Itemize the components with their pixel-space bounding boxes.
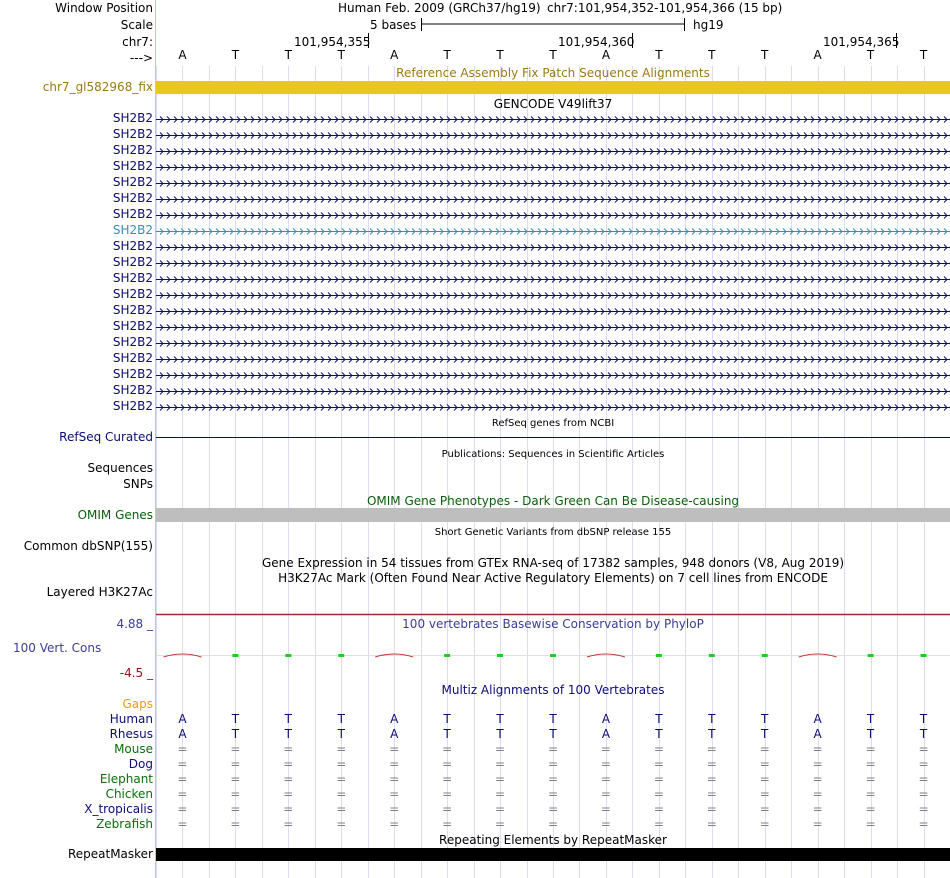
assembly-text: Human Feb. 2009 (GRCh37/hg19) bbox=[338, 1, 541, 15]
alignment-base: = bbox=[177, 742, 188, 756]
alignment-base: = bbox=[230, 817, 241, 831]
alignment-base: A bbox=[601, 727, 611, 741]
phylop-positive-mark bbox=[709, 654, 715, 657]
snps-label[interactable]: SNPs bbox=[123, 477, 153, 491]
alignment-base: T bbox=[443, 727, 451, 741]
alignment-base: T bbox=[337, 727, 345, 741]
base: T bbox=[496, 48, 504, 62]
alignment-base: = bbox=[389, 787, 400, 801]
fix-patch-label[interactable]: chr7_gl582968_fix bbox=[42, 80, 153, 94]
gene-label[interactable]: SH2B2 bbox=[112, 223, 153, 237]
alignment-base: A bbox=[178, 727, 187, 741]
alignment-base: T bbox=[708, 712, 716, 726]
repeatmasker-label[interactable]: RepeatMasker bbox=[67, 847, 153, 861]
alignment-base: = bbox=[495, 772, 506, 786]
fix-patch-bar bbox=[156, 81, 950, 94]
alignment-base: = bbox=[336, 787, 347, 801]
alignment-base: = bbox=[759, 757, 770, 771]
alignment-base: = bbox=[547, 772, 559, 786]
ruler-tick-2: 101,954,360 bbox=[558, 35, 635, 49]
phylop-positive-mark bbox=[285, 654, 291, 657]
alignment-base: = bbox=[600, 742, 611, 756]
alignment-base: A bbox=[178, 712, 187, 726]
omim-title: OMIM Gene Phenotypes - Dark Green Can Be Disease-causing bbox=[366, 494, 740, 508]
position-text: chr7:101,954,352-101,954,366 (15 bp) bbox=[547, 1, 783, 15]
alignment-base: A bbox=[601, 712, 611, 726]
alignment-base: = bbox=[336, 757, 347, 771]
alignment-base: A bbox=[390, 727, 399, 741]
alignment-base: = bbox=[230, 757, 241, 771]
alignment-base: = bbox=[177, 817, 188, 831]
phylop-positive-mark bbox=[762, 654, 768, 657]
gene-label[interactable]: SH2B2 bbox=[112, 303, 153, 317]
alignment-base: = bbox=[918, 817, 929, 831]
alignment-base: T bbox=[284, 712, 292, 726]
alignment-base: = bbox=[918, 787, 929, 801]
alignment-base: = bbox=[177, 757, 188, 771]
alignment-base: = bbox=[759, 817, 770, 831]
alignment-base: = bbox=[389, 757, 400, 771]
alignment-base: = bbox=[918, 757, 929, 771]
phylop-positive-mark bbox=[338, 654, 344, 657]
phylop-title: 100 vertebrates Basewise Conservation by PhyloP bbox=[402, 617, 704, 631]
alignment-base: = bbox=[812, 802, 823, 816]
gene-label[interactable]: SH2B2 bbox=[112, 175, 153, 189]
alignment-base: = bbox=[495, 802, 506, 816]
alignment-base: = bbox=[653, 772, 664, 786]
alignment-base: A bbox=[390, 712, 399, 726]
chrom-label: chr7: bbox=[122, 35, 153, 49]
alignment-base: = bbox=[865, 802, 876, 816]
alignment-base: = bbox=[706, 757, 717, 771]
alignment-base: = bbox=[600, 802, 611, 816]
alignment-base: = bbox=[230, 742, 241, 756]
alignment-base: = bbox=[389, 742, 400, 756]
phylop-positive-mark bbox=[232, 654, 238, 657]
base: T bbox=[761, 48, 769, 62]
alignment-base: T bbox=[655, 712, 663, 726]
phylop-positive-mark bbox=[868, 654, 874, 657]
ruler-tick-3: 101,954,365 bbox=[823, 35, 900, 49]
gene-label[interactable]: SH2B2 bbox=[112, 255, 153, 269]
species-label[interactable]: Zebrafish bbox=[96, 817, 153, 831]
gene-label[interactable]: SH2B2 bbox=[112, 143, 153, 157]
alignment-base: = bbox=[865, 757, 876, 771]
alignment-base: = bbox=[706, 787, 717, 801]
dbsnp-title: Short Genetic Variants from dbSNP release 155 bbox=[434, 527, 672, 538]
alignment-base: = bbox=[653, 742, 664, 756]
gene-label[interactable]: SH2B2 bbox=[112, 287, 153, 301]
phylop-max-label: 4.88 _ bbox=[116, 617, 153, 631]
base: T bbox=[337, 48, 345, 62]
alignment-base: T bbox=[761, 712, 769, 726]
phylop-positive-mark bbox=[550, 654, 556, 657]
base: A bbox=[390, 48, 399, 62]
alignment-base: = bbox=[706, 772, 717, 786]
repeatmasker-title: Repeating Elements by RepeatMasker bbox=[439, 833, 667, 847]
alignment-base: = bbox=[653, 787, 664, 801]
species-label[interactable]: X_tropicalis bbox=[84, 802, 153, 816]
phylop-positive-mark bbox=[656, 654, 662, 657]
base: T bbox=[708, 48, 716, 62]
alignment-base: = bbox=[177, 802, 188, 816]
track-area[interactable] bbox=[156, 0, 950, 878]
scale-label: Scale bbox=[120, 18, 153, 32]
alignment-base: = bbox=[389, 817, 400, 831]
alignment-base: = bbox=[865, 772, 876, 786]
gene-label[interactable]: SH2B2 bbox=[112, 239, 153, 253]
alignment-base: = bbox=[230, 772, 241, 786]
alignment-base: = bbox=[389, 802, 400, 816]
base: T bbox=[655, 48, 663, 62]
alignment-base: = bbox=[812, 772, 823, 786]
alignment-base: = bbox=[442, 802, 453, 816]
gene-label[interactable]: SH2B2 bbox=[112, 399, 153, 413]
alignment-base: = bbox=[283, 757, 294, 771]
alignment-base: = bbox=[442, 787, 453, 801]
alignment-base: = bbox=[336, 802, 347, 816]
alignment-base: T bbox=[231, 712, 240, 726]
gene-label[interactable]: SH2B2 bbox=[112, 207, 153, 221]
species-label[interactable]: Dog bbox=[128, 757, 153, 771]
gene-label[interactable]: SH2B2 bbox=[112, 271, 153, 285]
base: A bbox=[178, 48, 187, 62]
alignment-base: = bbox=[547, 742, 559, 756]
alignment-base: = bbox=[495, 742, 506, 756]
base: T bbox=[866, 48, 875, 62]
window-position-label: Window Position bbox=[55, 1, 153, 15]
alignment-base: = bbox=[547, 757, 559, 771]
strand-label: ---> bbox=[129, 51, 153, 65]
alignment-base: = bbox=[865, 817, 876, 831]
alignment-base: = bbox=[653, 817, 664, 831]
alignment-base: T bbox=[655, 727, 663, 741]
gene-label[interactable]: SH2B2 bbox=[112, 383, 153, 397]
gtex-title: Gene Expression in 54 tissues from GTEx RNA-seq of 17382 samples, 948 donors (V8, Aug 2019) bbox=[261, 556, 845, 570]
alignment-base: = bbox=[442, 757, 453, 771]
alignment-base: = bbox=[653, 757, 664, 771]
gene-label[interactable]: SH2B2 bbox=[112, 191, 153, 205]
phylop-min-label: -4.5 _ bbox=[119, 666, 153, 680]
alignment-base: = bbox=[706, 802, 717, 816]
alignment-base: = bbox=[918, 742, 929, 756]
base: T bbox=[284, 48, 292, 62]
gene-label[interactable]: SH2B2 bbox=[112, 159, 153, 173]
alignment-base: = bbox=[177, 787, 188, 801]
alignment-base: = bbox=[759, 787, 770, 801]
alignment-base: = bbox=[283, 802, 294, 816]
alignment-base: = bbox=[918, 772, 929, 786]
alignment-base: T bbox=[708, 727, 716, 741]
species-label[interactable]: Chicken bbox=[105, 787, 153, 801]
alignment-base: = bbox=[759, 742, 770, 756]
alignment-base: = bbox=[706, 817, 717, 831]
alignment-base: = bbox=[283, 742, 294, 756]
base: A bbox=[601, 48, 611, 62]
gene-label[interactable]: SH2B2 bbox=[112, 335, 153, 349]
base: T bbox=[549, 48, 557, 62]
alignment-base: = bbox=[547, 787, 559, 801]
alignment-base: T bbox=[496, 712, 504, 726]
gene-label[interactable]: SH2B2 bbox=[112, 351, 153, 365]
phylop-label[interactable]: 100 Vert. Cons bbox=[13, 641, 102, 655]
alignment-base: = bbox=[600, 787, 611, 801]
publications-title: Publications: Sequences in Scientific Articles bbox=[441, 449, 665, 460]
alignment-base: = bbox=[442, 817, 453, 831]
scale-text: 5 bases bbox=[370, 18, 417, 32]
alignment-base: = bbox=[812, 757, 823, 771]
alignment-base: = bbox=[600, 772, 611, 786]
phylop-positive-mark bbox=[444, 654, 450, 657]
alignment-base: = bbox=[865, 742, 876, 756]
track-label-column bbox=[0, 0, 155, 878]
alignment-base: = bbox=[230, 787, 241, 801]
alignment-base: = bbox=[283, 772, 294, 786]
alignment-base: = bbox=[918, 802, 929, 816]
publications-label[interactable]: Sequences bbox=[87, 461, 153, 475]
alignment-base: T bbox=[337, 712, 345, 726]
alignment-base: = bbox=[442, 742, 453, 756]
alignment-base: = bbox=[547, 817, 559, 831]
gene-label[interactable]: SH2B2 bbox=[112, 111, 153, 125]
alignment-base: = bbox=[336, 772, 347, 786]
alignment-base: T bbox=[496, 727, 504, 741]
base: T bbox=[231, 48, 240, 62]
gencode-title: GENCODE V49lift37 bbox=[493, 97, 613, 111]
refseq-label[interactable]: RefSeq Curated bbox=[59, 430, 153, 444]
species-label[interactable]: Mouse bbox=[114, 742, 153, 756]
alignment-base: = bbox=[600, 757, 611, 771]
alignment-base: = bbox=[336, 742, 347, 756]
species-label[interactable]: Rhesus bbox=[109, 727, 153, 741]
alignment-base: = bbox=[865, 787, 876, 801]
base: T bbox=[443, 48, 451, 62]
alignment-base: = bbox=[653, 802, 664, 816]
multiz-title: Multiz Alignments of 100 Vertebrates bbox=[441, 683, 665, 697]
alignment-base: = bbox=[230, 802, 241, 816]
alignment-base: T bbox=[443, 712, 451, 726]
alignment-base: = bbox=[495, 787, 506, 801]
dbsnp-label[interactable]: Common dbSNP(155) bbox=[23, 539, 153, 553]
species-label[interactable]: Human bbox=[109, 712, 153, 726]
alignment-base: = bbox=[600, 817, 611, 831]
gene-label[interactable]: SH2B2 bbox=[112, 367, 153, 381]
alignment-base: = bbox=[706, 742, 717, 756]
alignment-base: = bbox=[389, 772, 400, 786]
alignment-base: = bbox=[495, 817, 506, 831]
alignment-base: = bbox=[759, 802, 770, 816]
refseq-title: RefSeq genes from NCBI bbox=[491, 418, 615, 429]
repeatmasker-bar bbox=[156, 848, 950, 861]
alignment-base: T bbox=[549, 727, 557, 741]
alignment-base: T bbox=[284, 727, 292, 741]
phylop-positive-mark bbox=[497, 654, 503, 657]
alignment-base: = bbox=[336, 817, 347, 831]
gene-label[interactable]: SH2B2 bbox=[112, 127, 153, 141]
phylop-positive-mark bbox=[921, 654, 927, 657]
alignment-base: T bbox=[761, 727, 769, 741]
alignment-base: T bbox=[549, 712, 557, 726]
gaps-label: Gaps bbox=[122, 697, 153, 711]
species-label[interactable]: Elephant bbox=[99, 772, 153, 786]
alignment-base: = bbox=[177, 772, 188, 786]
h3k27ac-title: H3K27Ac Mark (Often Found Near Active Regulatory Elements) on 7 cell lines from ENCODE bbox=[278, 571, 828, 585]
alignment-base: = bbox=[283, 787, 294, 801]
db-text: hg19 bbox=[693, 18, 724, 32]
alignment-base: = bbox=[495, 757, 506, 771]
alignment-base: = bbox=[283, 817, 294, 831]
alignment-base: A bbox=[813, 727, 822, 741]
alignment-base: T bbox=[919, 727, 928, 741]
base: A bbox=[813, 48, 822, 62]
omim-bar bbox=[156, 508, 950, 522]
omim-label[interactable]: OMIM Genes bbox=[77, 508, 153, 522]
alignment-base: = bbox=[759, 772, 770, 786]
ruler-tick-1: 101,954,355 bbox=[294, 35, 371, 49]
alignment-base: T bbox=[231, 727, 240, 741]
alignment-base: T bbox=[866, 727, 875, 741]
gene-label[interactable]: SH2B2 bbox=[112, 319, 153, 333]
alignment-base: = bbox=[812, 742, 823, 756]
h3k27ac-label[interactable]: Layered H3K27Ac bbox=[46, 585, 153, 599]
fix-patch-title: Reference Assembly Fix Patch Sequence Alignments bbox=[396, 66, 710, 80]
alignment-base: = bbox=[812, 787, 823, 801]
base: T bbox=[919, 48, 928, 62]
alignment-base: = bbox=[812, 817, 823, 831]
alignment-base: = bbox=[442, 772, 453, 786]
alignment-base: A bbox=[813, 712, 822, 726]
alignment-base: = bbox=[547, 802, 559, 816]
alignment-base: T bbox=[919, 712, 928, 726]
alignment-base: T bbox=[866, 712, 875, 726]
